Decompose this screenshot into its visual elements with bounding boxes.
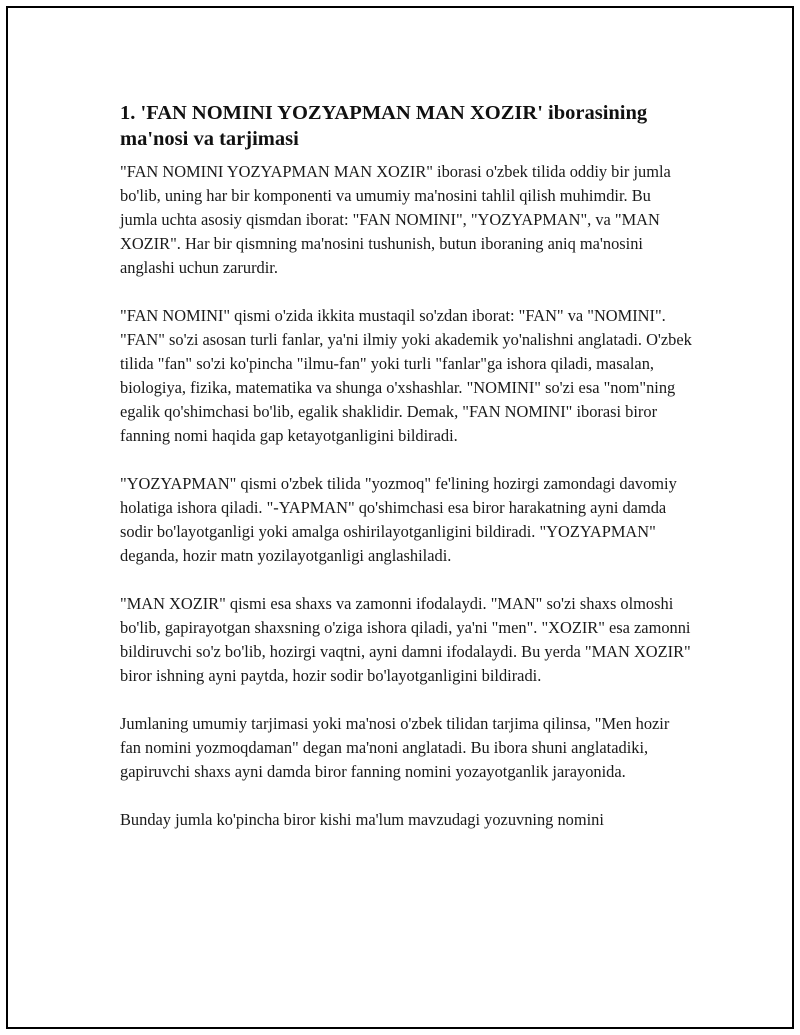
- paragraph-2: "FAN NOMINI" qismi o'zida ikkita mustaqil so'zdan iborat: "FAN" va "NOMINI". "FAN" so'zi asosan turli fanlar, ya'ni ilmiy yoki akademik yo'nalishni anglatadi. O'zbek tilida "fan" so'zi ko'pincha "ilmu-fan" yoki turli "fanlar"ga ishora qiladi, masalan, biologiya, fizika, matematika va shunga o'xshashlar. "NOMINI" so'zi esa "nom"ning egalik qo'shimchasi bo'lib, egalik shaklidir. Demak, "FAN NOMINI" iborasi biror fanning nomi haqida gap ketayotganligini bildiradi.: [120, 306, 692, 445]
- section-heading: 1. 'FAN NOMINI YOZYAPMAN MAN XOZIR' iborasining ma'nosi va tarjimasi: [120, 102, 648, 150]
- paragraph-4: "MAN XOZIR" qismi esa shaxs va zamonni ifodalaydi. "MAN" so'zi shaxs olmoshi bo'lib, gapirayotgan shaxsning o'ziga ishora qiladi, ya'ni "men". "XOZIR" esa zamonni bildiruvchi so'z bo'lib, hozirgi vaqtni, ayni damni ifodalaydi. Bu yerda "MAN XOZIR" biror ishning ayni paytda, hozir sodir bo'layotganligini bildiradi.: [120, 594, 691, 685]
- page-frame: [6, 6, 794, 1029]
- paragraph-6: Bunday jumla ko'pincha biror kishi ma'lum mavzudagi yozuvning nomini: [120, 810, 604, 829]
- document-body: [120, 100, 692, 856]
- paragraph-3: "YOZYAPMAN" qismi o'zbek tilida "yozmoq" fe'lining hozirgi zamondagi davomiy holatiga ishora qiladi. "-YAPMAN" qo'shimchasi esa biror harakatning ayni damda sodir bo'layotganligi yoki amalga oshirilayotganligini bildiradi. "YOZYAPMAN" deganda, hozir matn yozilayotganligi anglashiladi.: [120, 474, 677, 565]
- paragraph-5: Jumlaning umumiy tarjimasi yoki ma'nosi o'zbek tilidan tarjima qilinsa, "Men hozir fan nomini yozmoqdaman" degan ma'noni anglatadi. Bu ibora shuni anglatadiki, gapiruvchi shaxs ayni damda biror fanning nomini yozayotganlik jarayonida.: [120, 714, 670, 781]
- paragraph-1: "FAN NOMINI YOZYAPMAN MAN XOZIR" iborasi o'zbek tilida oddiy bir jumla bo'lib, uning har bir komponenti va umumiy ma'nosini tahlil qilish muhimdir. Bu jumla uchta asosiy qismdan iborat: "FAN NOMINI", "YOZYAPMAN", va "MAN XOZIR". Har bir qismning ma'nosini tushunish, butun iboraning aniq ma'nosini anglashi uchun zarurdir.: [120, 162, 671, 277]
